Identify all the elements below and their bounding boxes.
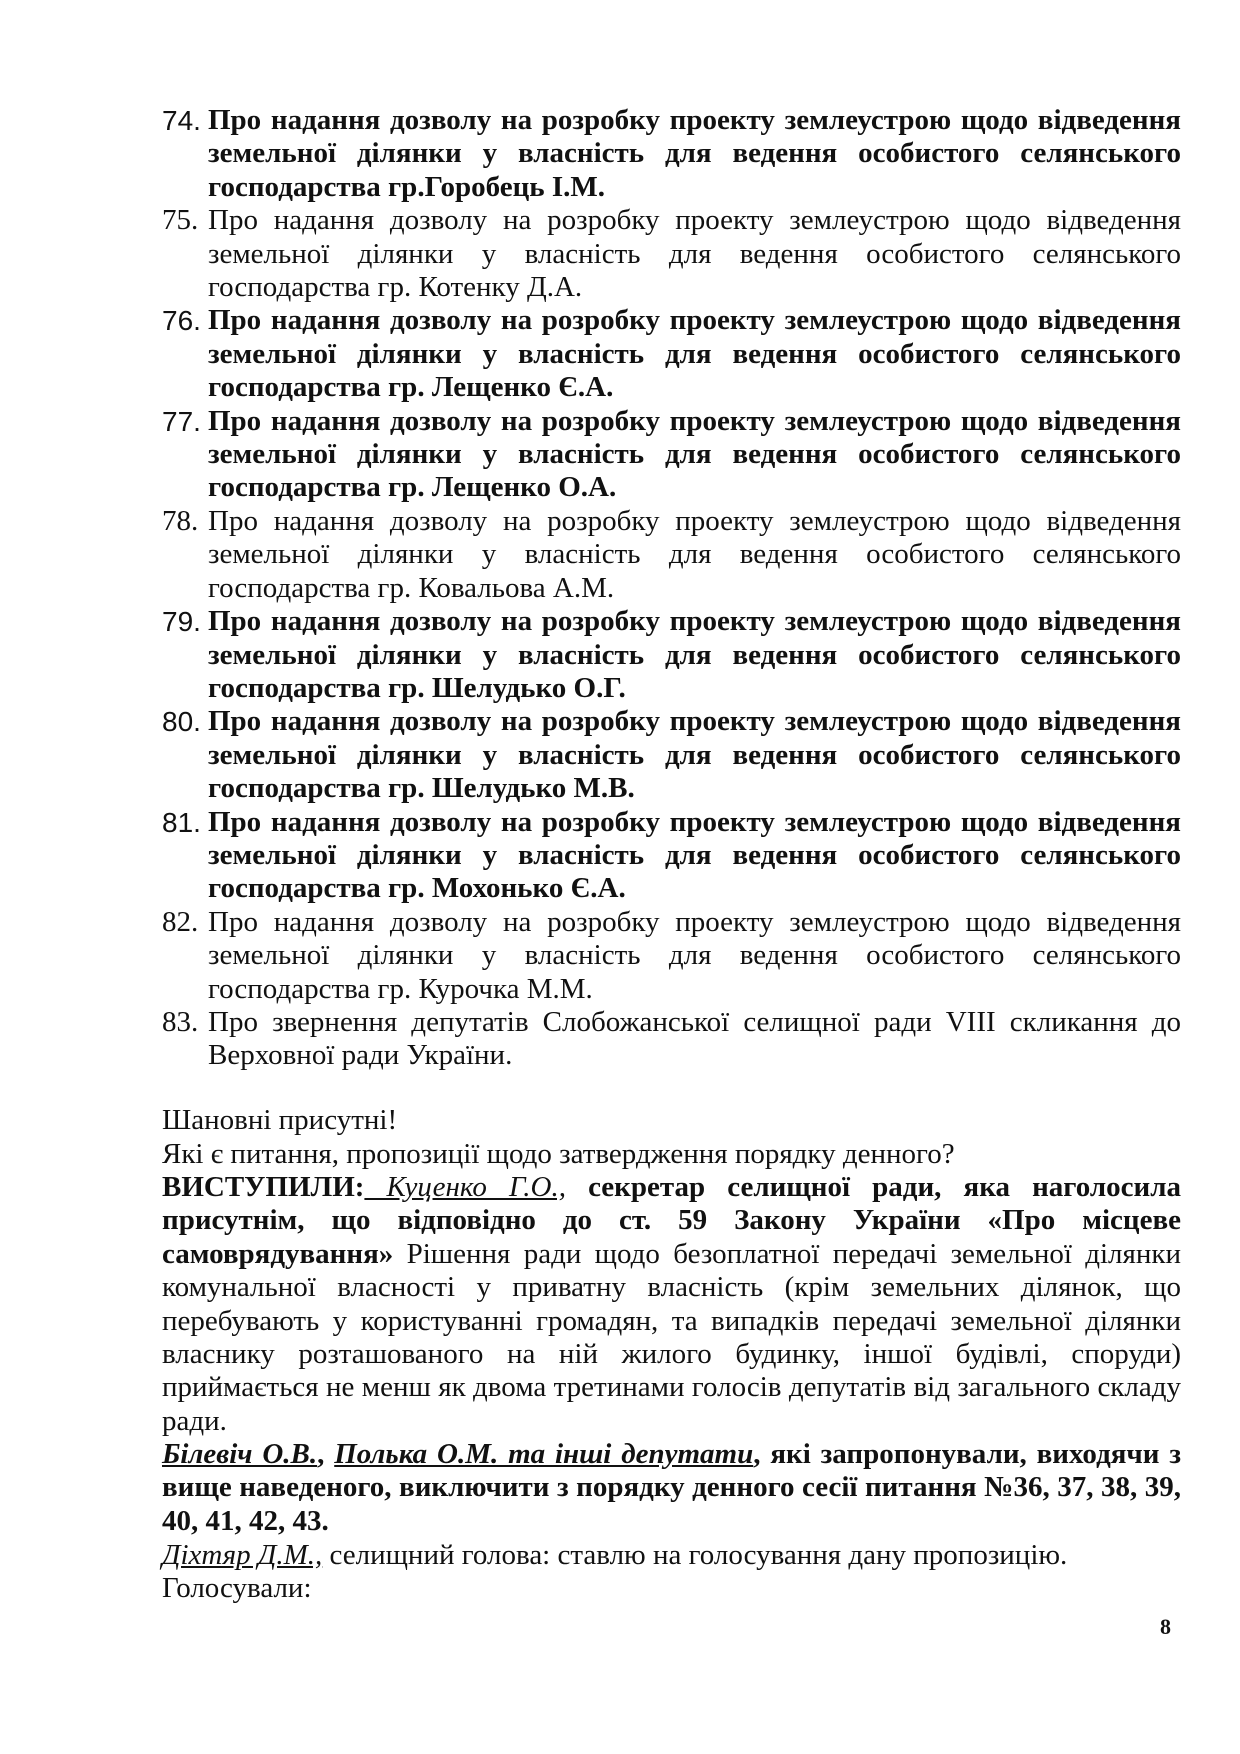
item-text: Про надання дозволу на розробку проекту землеустрою щодо відведення земельної ділянки у власність для ведення особистого селянського господарства гр. Мохонько Є.А.	[208, 805, 1181, 905]
agenda-list	[162, 104, 1181, 1073]
proposal-text: , які запропонували, виходячи з вище наведеного, виключити з порядку денного сесії питання №36, 37, 38, 39, 40, 41, 42, 43.	[162, 1438, 1181, 1537]
agenda-item	[162, 705, 1181, 805]
chair-text: селищний голова: ставлю на голосування дану пропозицію.	[322, 1539, 1068, 1571]
agenda-item	[162, 405, 1181, 505]
item-number: 82.	[162, 905, 199, 938]
item-number: 79.	[162, 606, 201, 638]
agenda-item	[162, 204, 1181, 304]
item-text: Про звернення депутатів Слобожанської селищної ради VIII скликання до Верховної ради України.	[208, 1005, 1181, 1072]
chair-name: Діхтяр Д.М.,	[162, 1539, 323, 1571]
item-text: Про надання дозволу на розробку проекту землеустрою щодо відведення земельної ділянки у власність для ведення особистого селянського господарства гр. Шелудько М.В.	[208, 705, 1181, 805]
chair-statement	[162, 1539, 1181, 1572]
item-text: Про надання дозволу на розробку проекту землеустрою щодо відведення земельної ділянки у власність для ведення особистого селянського господарства гр. Лещенко Є.А.	[208, 304, 1181, 404]
item-text: Про надання дозволу на розробку проекту землеустрою щодо відведення земельної ділянки у власність для ведення особистого селянського господарства гр.Горобець І.М.	[208, 104, 1181, 203]
speaker-name: Куценко Г.О.,	[364, 1171, 566, 1203]
item-text: Про надання дозволу на розробку проекту землеустрою щодо відведення земельної ділянки у власність для ведення особистого селянського господарства гр. Лещенко О.А.	[208, 404, 1181, 504]
item-text: Про надання дозволу на розробку проекту землеустрою щодо відведення земельної ділянки у власність для ведення особистого селянського господарства гр. Котенку Д.А.	[208, 204, 1181, 304]
item-number: 78.	[162, 504, 199, 537]
proposal	[162, 1438, 1181, 1538]
item-number: 76.	[162, 305, 201, 337]
agenda-item	[162, 605, 1181, 705]
agenda-item	[162, 906, 1181, 1006]
speech-bold-text: секретар селищної ради, яка наголосила присутнім, що відповідно до ст. 59 Закону України «Про місцеве самоврядування»	[162, 1171, 1181, 1270]
agenda-item	[162, 806, 1181, 906]
item-text: Про надання дозволу на розробку проекту землеустрою щодо відведення земельної ділянки у власність для ведення особистого селянського господарства гр. Шелудько О.Г.	[208, 605, 1181, 704]
page-number: 8	[1160, 1614, 1171, 1639]
proposal-sep: ,	[317, 1438, 335, 1470]
agenda-item	[162, 505, 1181, 605]
agenda-item	[162, 304, 1181, 404]
item-text: Про надання дозволу на розробку проекту землеустрою щодо відведення земельної ділянки у власність для ведення особистого селянського господарства гр. Курочка М.М.	[208, 905, 1181, 1005]
agenda-item	[162, 104, 1181, 204]
item-number: 81.	[162, 806, 201, 838]
item-number: 74.	[162, 105, 201, 136]
agenda-item	[162, 1006, 1181, 1073]
item-number: 83.	[162, 1005, 199, 1038]
proposer-1: Білевіч О.В.	[162, 1438, 318, 1470]
item-number: 80.	[162, 706, 201, 738]
speech-text: Рішення ради щодо безоплатної передачі земельної ділянки комунальної власності у приватну власність (крім земельних ділянок, що перебувають у користуванні громадян, та випадків передачі земельної ділянки власнику розташованого на ній жилого будинку, іншої будівлі, споруди) приймається не менш як двома третинами голосів депутатів від загального складу ради.	[162, 1237, 1181, 1437]
proposer-2: Полька О.М. та інші депутати	[334, 1438, 754, 1470]
item-number: 75.	[162, 204, 199, 237]
item-number: 77.	[162, 405, 201, 437]
voted-label: Голосували:	[162, 1572, 312, 1604]
greeting: Шановні присутні!	[162, 1104, 398, 1136]
item-text: Про надання дозволу на розробку проекту землеустрою щодо відведення земельної ділянки у власність для ведення особистого селянського господарства гр. Ковальова А.М.	[208, 504, 1181, 604]
speakers-heading: ВИСТУПИЛИ:	[162, 1171, 365, 1203]
speech-kutsenko	[162, 1171, 1181, 1438]
question: Які є питання, пропозиції щодо затвердження порядку денного?	[162, 1138, 955, 1170]
